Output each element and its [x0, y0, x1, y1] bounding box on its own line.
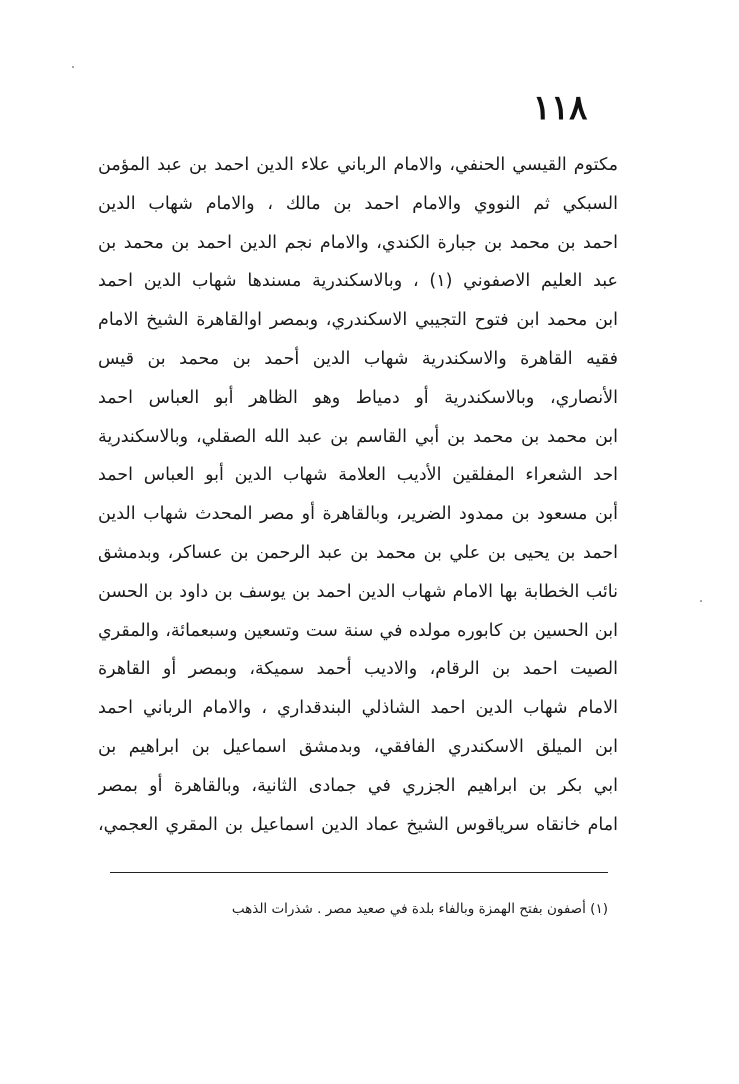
body-text — [98, 146, 618, 844]
text-line: ابن محمد بن محمد بن أبي القاسم بن عبد الله الصقلي، وبالاسكندرية — [98, 426, 618, 447]
text-line: احمد بن يحيى بن علي بن محمد بن عبد الرحمن بن عساكر، وبدمشق — [98, 542, 618, 563]
text-line: احد الشعراء المفلقين الأديب العلامة شهاب الدين أبو العباس احمد — [98, 465, 618, 486]
scan-speck — [72, 66, 74, 68]
scan-speck — [700, 600, 702, 602]
text-line: ابن الحسين بن كابوره مولده في سنة ست وتسعين وسبعمائة، والمقري — [98, 620, 618, 641]
text-line: ابي بكر بن ابراهيم الجزري في جمادى الثانية، وبالقاهرة أو بمصر — [98, 775, 618, 796]
footnote-separator — [110, 872, 608, 873]
text-line: عبد العليم الاصفوني (١) ، وبالاسكندرية مسندها شهاب الدين احمد — [98, 271, 618, 292]
text-line: ابن الميلق الاسكندري الفافقي، وبدمشق اسماعيل بن ابراهيم بن — [98, 736, 618, 757]
text-line: فقيه القاهرة والاسكندرية شهاب الدين أحمد بن محمد بن قيس — [98, 348, 618, 369]
text-line: نائب الخطابة بها الامام شهاب الدين احمد بن يوسف بن داود بن الحسن — [98, 581, 618, 602]
text-line: الامام شهاب الدين احمد الشاذلي البندقداري ، والامام الرباني احمد — [98, 698, 618, 719]
text-line: احمد بن محمد بن جبارة الكندي، والامام نجم الدين احمد بن محمد بن — [98, 232, 618, 253]
text-line: الأنصاري، وبالاسكندرية أو دمياط وهو الظاهر أبو العباس احمد — [98, 387, 618, 408]
text-line: الصيت احمد بن الرقام، والاديب أحمد سميكة، وبمصر أو القاهرة — [98, 659, 618, 680]
page-number: ١١٨ — [532, 88, 588, 128]
text-line: السبكي ثم النووي والامام احمد بن مالك ، والامام شهاب الدين — [98, 193, 618, 214]
text-line: امام خانقاه سرياقوس الشيخ عماد الدين اسماعيل بن المقري العجمي، — [98, 814, 618, 835]
text-line: أبن مسعود بن ممدود الضرير، وبالقاهرة أو مصر المحدث شهاب الدين — [98, 504, 618, 525]
text-line: مكتوم القيسي الحنفي، والامام الرباني علاء الدين احمد بن عبد المؤمن — [98, 155, 618, 175]
text-line: ابن محمد ابن فتوح التجيبي الاسكندري، وبمصر اوالقاهرة الشيخ الامام — [98, 310, 618, 331]
footnote: (١) أصفون بفتح الهمزة وبالفاء بلدة في صعيد مصر . شذرات الذهب — [231, 901, 608, 917]
